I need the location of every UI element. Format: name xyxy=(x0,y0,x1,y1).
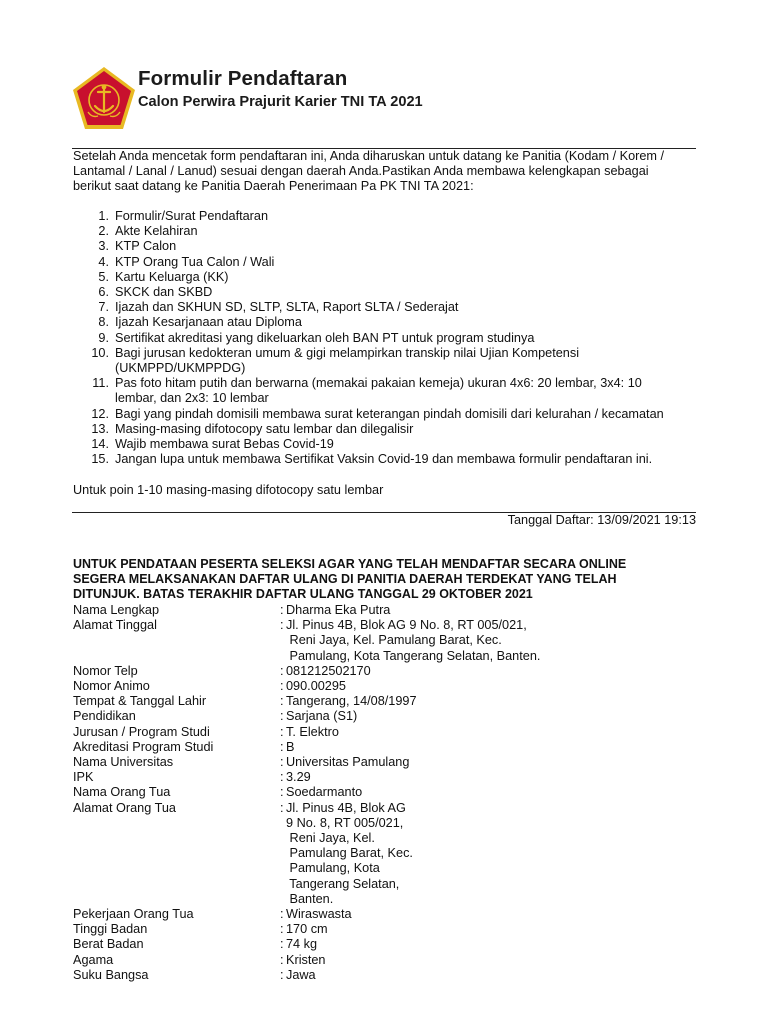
requirement-text: Formulir/Surat Pendaftaran xyxy=(115,209,269,223)
field-label: Agama xyxy=(73,952,114,967)
field-row xyxy=(73,725,697,740)
field-separator: : xyxy=(280,739,284,754)
field-row xyxy=(73,694,697,709)
field-value xyxy=(286,755,697,770)
field-row xyxy=(73,922,697,937)
requirements-list xyxy=(73,209,697,467)
field-row xyxy=(73,770,697,785)
requirement-number: 2. xyxy=(98,224,109,239)
field-value-line: Kristen xyxy=(286,952,326,967)
field-value xyxy=(286,907,697,922)
requirement-text: Jangan lupa untuk membawa Sertifikat Vaksin Covid-19 dan membawa formulir pendaftaran ini. xyxy=(115,452,653,467)
field-value xyxy=(286,968,697,983)
field-row xyxy=(73,937,697,952)
requirement-text: Bagi yang pindah domisili membawa surat keterangan pindah domisili dari kelurahan / kecamatan xyxy=(115,406,664,421)
field-separator: : xyxy=(280,967,284,982)
intro-paragraph xyxy=(73,149,697,194)
field-label: Akreditasi Program Studi xyxy=(73,739,214,754)
field-row xyxy=(73,709,697,724)
field-value-line: T. Elektro xyxy=(286,724,339,739)
field-value-line: Soedarmanto xyxy=(286,785,363,800)
requirement-text: Ijazah Kesarjanaan atau Diploma xyxy=(115,315,302,330)
requirement-item xyxy=(73,209,697,224)
field-row xyxy=(73,740,697,755)
field-row xyxy=(73,679,697,694)
requirement-text: KTP Calon xyxy=(115,239,177,254)
field-value-line: Pamulang, Kota Tangerang Selatan, Banten. xyxy=(286,648,541,663)
requirement-item xyxy=(73,422,697,437)
field-row xyxy=(73,953,697,968)
field-row xyxy=(73,603,697,618)
requirement-item xyxy=(73,285,697,300)
requirement-text: Wajib membawa surat Bebas Covid-19 xyxy=(115,437,334,452)
notice-line: DITUNJUK. BATAS TERAKHIR DAFTAR ULANG TANGGAL 29 OKTOBER 2021 xyxy=(73,587,533,602)
field-value xyxy=(286,694,697,709)
field-row xyxy=(73,968,697,983)
field-row xyxy=(73,755,697,770)
field-separator: : xyxy=(280,922,284,937)
field-value xyxy=(286,603,697,618)
requirement-number: 6. xyxy=(98,285,109,300)
field-row xyxy=(73,801,697,907)
requirement-text: SKCK dan SKBD xyxy=(115,285,213,300)
field-row xyxy=(73,785,697,800)
page-title: Formulir Pendaftaran xyxy=(138,67,348,90)
field-value-line: Jl. Pinus 4B, Blok AG 9 No. 8, RT 005/021, xyxy=(286,618,527,633)
field-label: Nomor Telp xyxy=(73,663,138,678)
field-label: Tempat & Tanggal Lahir xyxy=(73,694,207,709)
requirement-text: Pas foto hitam putih dan berwarna (memakai pakaian kemeja) ukuran 4x6: 20 lembar, 3x4: 10 xyxy=(115,376,642,391)
field-separator: : xyxy=(280,603,284,617)
requirement-text: Ijazah dan SKHUN SD, SLTP, SLTA, Raport SLTA / Sederajat xyxy=(115,300,459,315)
field-value-line: Pamulang Barat, Kec. xyxy=(286,846,413,861)
requirement-text: Masing-masing difotocopy satu lembar dan dilegalisir xyxy=(115,421,414,436)
field-separator: : xyxy=(280,937,284,952)
requirement-number: 13. xyxy=(91,421,109,436)
field-value-line: 9 No. 8, RT 005/021, xyxy=(286,815,404,830)
field-value-line: Tangerang Selatan, xyxy=(286,876,400,891)
field-row xyxy=(73,664,697,679)
field-label: IPK xyxy=(73,770,94,785)
field-value xyxy=(286,618,697,664)
requirement-item xyxy=(73,224,697,239)
field-value-line: 74 kg xyxy=(286,937,318,952)
requirement-text: KTP Orang Tua Calon / Wali xyxy=(115,254,275,269)
field-value xyxy=(286,725,697,740)
requirement-text: Akte Kelahiran xyxy=(115,224,198,239)
intro-line: berikut saat datang ke Panitia Daerah Penerimaan Pa PK TNI TA 2021: xyxy=(73,179,474,194)
field-value-line: 170 cm xyxy=(286,922,328,937)
field-label: Pendidikan xyxy=(73,709,136,724)
tni-emblem-logo xyxy=(72,66,136,130)
field-separator: : xyxy=(280,770,284,785)
field-value-line: Banten. xyxy=(286,891,334,906)
applicant-details xyxy=(73,603,697,983)
field-label: Jurusan / Program Studi xyxy=(73,724,210,739)
field-value-line: Jl. Pinus 4B, Blok AG xyxy=(286,800,406,815)
requirement-item xyxy=(73,331,697,346)
field-value-line: Tangerang, 14/08/1997 xyxy=(286,694,417,709)
field-label: Nama Lengkap xyxy=(73,603,160,617)
requirement-text: Bagi jurusan kedokteran umum & gigi melampirkan transkip nilai Ujian Kompetensi xyxy=(115,345,580,360)
requirement-number: 15. xyxy=(91,452,109,467)
field-separator: : xyxy=(280,679,284,694)
requirement-item xyxy=(73,300,697,315)
requirement-item xyxy=(73,407,697,422)
field-value xyxy=(286,770,697,785)
field-value-line: Dharma Eka Putra xyxy=(286,603,391,617)
field-separator: : xyxy=(280,709,284,724)
field-value-line: Wiraswasta xyxy=(286,907,352,922)
photocopy-note: Untuk poin 1-10 masing-masing difotocopy satu lembar xyxy=(73,483,384,497)
requirement-number: 9. xyxy=(98,330,109,345)
requirement-number: 14. xyxy=(91,437,109,452)
field-label: Alamat Tinggal xyxy=(73,618,157,633)
requirement-number: 4. xyxy=(98,254,109,269)
field-value-line: B xyxy=(286,739,295,754)
field-value-line: Sarjana (S1) xyxy=(286,709,358,724)
requirement-number: 8. xyxy=(98,315,109,330)
field-value xyxy=(286,953,697,968)
requirement-item xyxy=(73,346,697,376)
field-separator: : xyxy=(280,907,284,922)
requirement-item xyxy=(73,239,697,254)
field-value-line: Universitas Pamulang xyxy=(286,755,410,770)
requirement-text: Sertifikat akreditasi yang dikeluarkan oleh BAN PT untuk program studinya xyxy=(115,330,535,345)
field-separator: : xyxy=(280,694,284,709)
field-value xyxy=(286,740,697,755)
field-separator: : xyxy=(280,618,284,633)
field-separator: : xyxy=(280,800,284,815)
requirement-item xyxy=(73,255,697,270)
field-value-line: Reni Jaya, Kel. xyxy=(286,831,375,846)
requirement-number: 12. xyxy=(91,406,109,421)
requirement-number: 11. xyxy=(92,376,109,391)
field-separator: : xyxy=(280,724,284,739)
notice-line: UNTUK PENDATAAN PESERTA SELEKSI AGAR YANG TELAH MENDAFTAR SECARA ONLINE xyxy=(73,557,627,571)
requirement-text: Kartu Keluarga (KK) xyxy=(115,269,229,284)
field-value-line: 090.00295 xyxy=(286,679,346,694)
field-value xyxy=(286,922,697,937)
field-separator: : xyxy=(280,663,284,678)
requirement-number: 10. xyxy=(91,345,109,360)
field-label: Nomor Animo xyxy=(73,679,150,694)
field-separator: : xyxy=(280,755,284,770)
requirement-item xyxy=(73,270,697,285)
notice-line: SEGERA MELAKSANAKAN DAFTAR ULANG DI PANITIA DAERAH TERDEKAT YANG TELAH xyxy=(73,572,617,587)
requirement-number: 7. xyxy=(98,300,109,315)
field-label: Tinggi Badan xyxy=(73,922,148,937)
field-label: Berat Badan xyxy=(73,937,144,952)
field-separator: : xyxy=(280,785,284,800)
requirement-item xyxy=(73,452,697,467)
field-value xyxy=(286,679,697,694)
field-label: Alamat Orang Tua xyxy=(73,800,176,815)
field-row xyxy=(73,618,697,664)
field-value-line: 3.29 xyxy=(286,770,311,785)
field-value xyxy=(286,801,697,907)
requirement-text: (UKMPPD/UKMPPDG) xyxy=(115,361,246,376)
field-label: Pekerjaan Orang Tua xyxy=(73,907,194,922)
re-registration-notice xyxy=(73,557,703,603)
field-value-line: Reni Jaya, Kel. Pamulang Barat, Kec. xyxy=(286,633,502,648)
field-value-line: Pamulang, Kota xyxy=(286,861,380,876)
field-separator: : xyxy=(280,952,284,967)
page-subtitle: Calon Perwira Prajurit Karier TNI TA 2021 xyxy=(138,94,423,110)
field-label: Nama Universitas xyxy=(73,755,174,770)
field-value-line: 081212502170 xyxy=(286,663,371,678)
field-value-line: Jawa xyxy=(286,967,316,982)
intro-line: Setelah Anda mencetak form pendaftaran ini, Anda diharuskan untuk datang ke Panitia (Kodam / Korem / xyxy=(73,149,665,163)
requirement-number: 5. xyxy=(98,269,109,284)
registration-date: Tanggal Daftar: 13/09/2021 19:13 xyxy=(507,513,696,527)
requirement-item xyxy=(73,315,697,330)
intro-line: Lantamal / Lanal / Lanud) sesuai dengan daerah Anda.Pastikan Anda membawa kelengkapan sebagai xyxy=(73,164,649,179)
field-row xyxy=(73,907,697,922)
requirement-text: lembar, dan 2x3: 10 lembar xyxy=(115,391,269,406)
field-label: Nama Orang Tua xyxy=(73,785,171,800)
requirement-number: 1. xyxy=(98,209,109,223)
requirement-number: 3. xyxy=(98,239,109,254)
requirement-item xyxy=(73,437,697,452)
field-value xyxy=(286,709,697,724)
field-value xyxy=(286,937,697,952)
field-value xyxy=(286,664,697,679)
field-value xyxy=(286,785,697,800)
field-label: Suku Bangsa xyxy=(73,967,149,982)
requirement-item xyxy=(73,376,697,406)
